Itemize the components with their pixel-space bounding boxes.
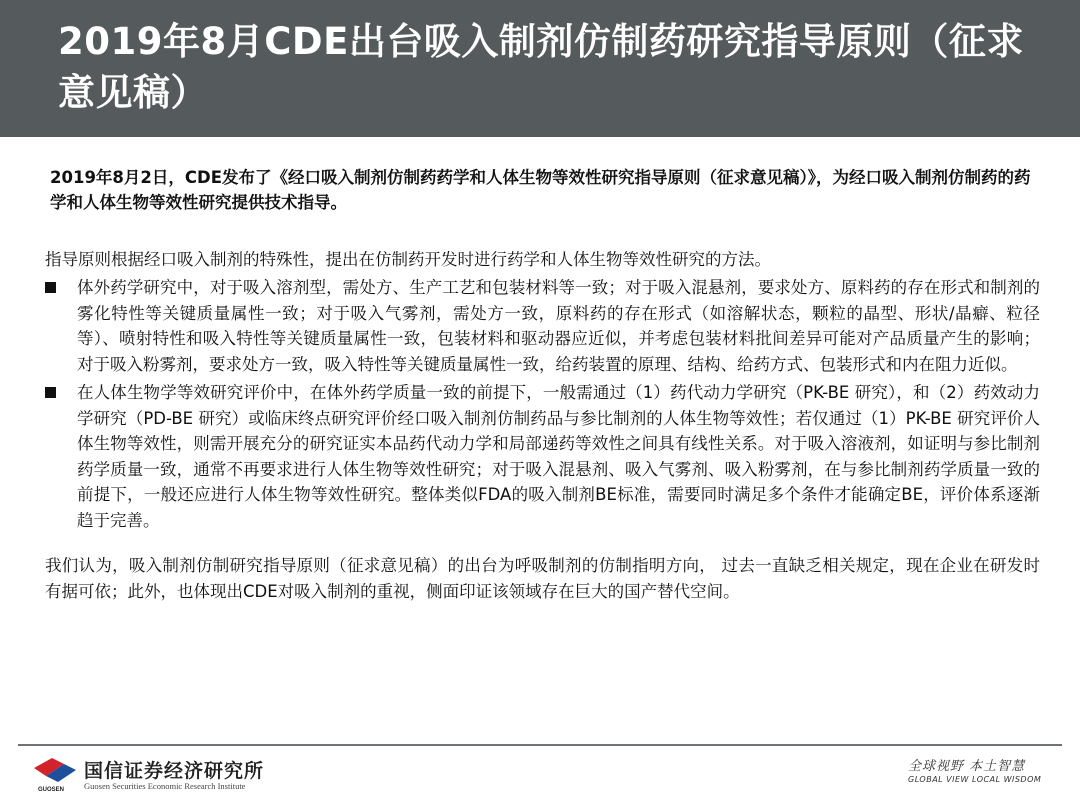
footer-slogan-en: GLOBAL VIEW LOCAL WISDOM (908, 775, 1042, 784)
guosen-logo-icon (30, 754, 82, 794)
main-content (45, 165, 1040, 605)
square-bullet-icon (45, 282, 56, 293)
square-bullet-icon (45, 387, 56, 398)
page-title: 2019年8月CDE出台吸入制剂仿制药研究指导原则（征求意见稿） (58, 20, 1024, 114)
bullet-item (45, 380, 1040, 533)
bullet-text: 体外药学研究中，对于吸入溶剂型，需处方、生产工艺和包装材料等一致；对于吸入混悬剂，要求处方、原料药的存在形式和制剂的雾化特性等关键质量属性一致；对于吸入气雾剂，需处方一致，原料药的存在形式（如溶解状态，颗粒的晶型、形状/晶癖、粒径等）、喷射特性和吸入特性等关键质量属性一致，包装材料和驱动器应近似，并考虑包装材料批间差异可能对产品质量产生的影响；对于吸入粉雾剂，要求处方一致，吸入特性等关键质量属性一致，给药装置的原理、结构、给药方式、包装形式和内在阻力近似。 (77, 278, 1040, 374)
intro-paragraph: 2019年8月2日，CDE发布了《经口吸入制剂仿制药药学和人体生物等效性研究指导原则（征求意见稿）》，为经口吸入制剂仿制药的药学和人体生物等效性研究提供技术指导。 (50, 168, 1031, 212)
footer-org-name: 国信证券经济研究所 (84, 760, 265, 782)
logo-brand-text: GUOSEN (38, 787, 65, 793)
bullet-item (45, 275, 1040, 377)
lead-paragraph: 指导原则根据经口吸入制剂的特殊性，提出在仿制药开发时进行药学和人体生物等效性研究的方法。 (45, 250, 771, 269)
footer-slogan: 全球视野 本土智慧 (908, 759, 1026, 774)
conclusion-paragraph: 我们认为，吸入制剂仿制研究指导原则（征求意见稿）的出台为呼吸制剂的仿制指明方向， 过去一直缺乏相关规定，现在企业在研发时有据可依；此外，也体现出CDE对吸入制剂的重视，侧面印证该领域存在巨大的国产替代空间。 (45, 556, 1040, 601)
bullet-text: 在人体生物学等效研究评价中，在体外药学质量一致的前提下，一般需通过（1）药代动力学研究（PK-BE 研究），和（2）药效动力学研究（PD-BE 研究）或临床终点研究评价经口吸入制剂仿制药品与参比制剂的人体生物等效性；若仅通过（1）PK-BE 研究评价人体生物等效性，则需开展充分的研究证实本品药代动力学和局部递药等效性之间具有线性关系。对于吸入溶液剂，如证明与参比制剂药学质量一致，通常不再要求进行人体生物等效性研究；对于吸入混悬剂、吸入气雾剂、吸入粉雾剂，在与参比制剂药学质量一致的前提下，一般还应进行人体生物等效性研究。整体类似FDA的吸入制剂BE标准，需要同时满足多个条件才能确定BE，评价体系逐渐趋于完善。 (77, 383, 1040, 530)
title-bar (0, 0, 1080, 137)
footer-org-name-en: Guosen Securities Economic Research Institute (84, 781, 246, 791)
bullet-list (45, 275, 1040, 533)
footer-divider (18, 744, 1062, 746)
